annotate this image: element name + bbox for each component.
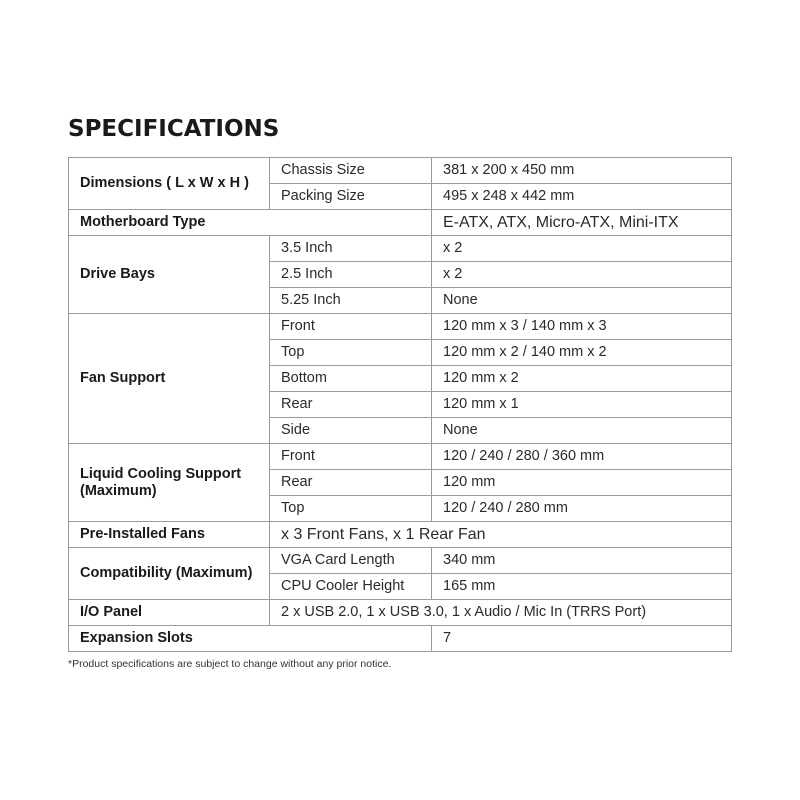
spec-category-fan-support: Fan Support — [69, 314, 270, 444]
page-title: SPECIFICATIONS — [68, 116, 280, 142]
spec-category-preinstalled-fans: Pre-Installed Fans — [69, 522, 270, 548]
spec-name: Chassis Size — [270, 158, 432, 184]
table-row — [69, 314, 732, 340]
spec-value: 120 mm x 1 — [432, 392, 732, 418]
spec-category-liquid-cooling: Liquid Cooling Support (Maximum) — [69, 444, 270, 522]
spec-value: 495 x 248 x 442 mm — [432, 184, 732, 210]
spec-name: Bottom — [270, 366, 432, 392]
spec-value: 2 x USB 2.0, 1 x USB 3.0, 1 x Audio / Mic In (TRRS Port) — [270, 600, 732, 626]
spec-value: x 3 Front Fans, x 1 Rear Fan — [270, 522, 732, 548]
spec-value: 120 mm x 2 — [432, 366, 732, 392]
spec-value: None — [432, 288, 732, 314]
table-row — [69, 158, 732, 184]
table-row — [69, 626, 732, 652]
spec-value: 340 mm — [432, 548, 732, 574]
footnote: *Product specifications are subject to change without any prior notice. — [68, 658, 392, 670]
table-row — [69, 600, 732, 626]
spec-name: 5.25 Inch — [270, 288, 432, 314]
table-row — [69, 210, 732, 236]
spec-value: 120 mm x 3 / 140 mm x 3 — [432, 314, 732, 340]
spec-name: Rear — [270, 392, 432, 418]
spec-name: Front — [270, 444, 432, 470]
table-row — [69, 522, 732, 548]
spec-value: 381 x 200 x 450 mm — [432, 158, 732, 184]
spec-category-motherboard: Motherboard Type — [69, 210, 432, 236]
spec-name: 3.5 Inch — [270, 236, 432, 262]
spec-category-dimensions: Dimensions ( L x W x H ) — [69, 158, 270, 210]
table-row — [69, 444, 732, 470]
spec-value: x 2 — [432, 262, 732, 288]
spec-value: 120 / 240 / 280 / 360 mm — [432, 444, 732, 470]
spec-value: 165 mm — [432, 574, 732, 600]
spec-name: Top — [270, 340, 432, 366]
spec-name: 2.5 Inch — [270, 262, 432, 288]
specifications-table — [68, 157, 732, 652]
spec-name: Packing Size — [270, 184, 432, 210]
table-row — [69, 548, 732, 574]
spec-value: E-ATX, ATX, Micro-ATX, Mini-ITX — [432, 210, 732, 236]
table-row — [69, 236, 732, 262]
spec-value: 120 mm x 2 / 140 mm x 2 — [432, 340, 732, 366]
spec-name: Top — [270, 496, 432, 522]
spec-value: None — [432, 418, 732, 444]
spec-category-io-panel: I/O Panel — [69, 600, 270, 626]
spec-value: 120 / 240 / 280 mm — [432, 496, 732, 522]
spec-name: Front — [270, 314, 432, 340]
spec-category-drive-bays: Drive Bays — [69, 236, 270, 314]
spec-name: VGA Card Length — [270, 548, 432, 574]
spec-name: Rear — [270, 470, 432, 496]
spec-category-expansion-slots: Expansion Slots — [69, 626, 432, 652]
spec-category-compatibility: Compatibility (Maximum) — [69, 548, 270, 600]
spec-value: 7 — [432, 626, 732, 652]
spec-value: 120 mm — [432, 470, 732, 496]
spec-name: CPU Cooler Height — [270, 574, 432, 600]
spec-value: x 2 — [432, 236, 732, 262]
spec-name: Side — [270, 418, 432, 444]
